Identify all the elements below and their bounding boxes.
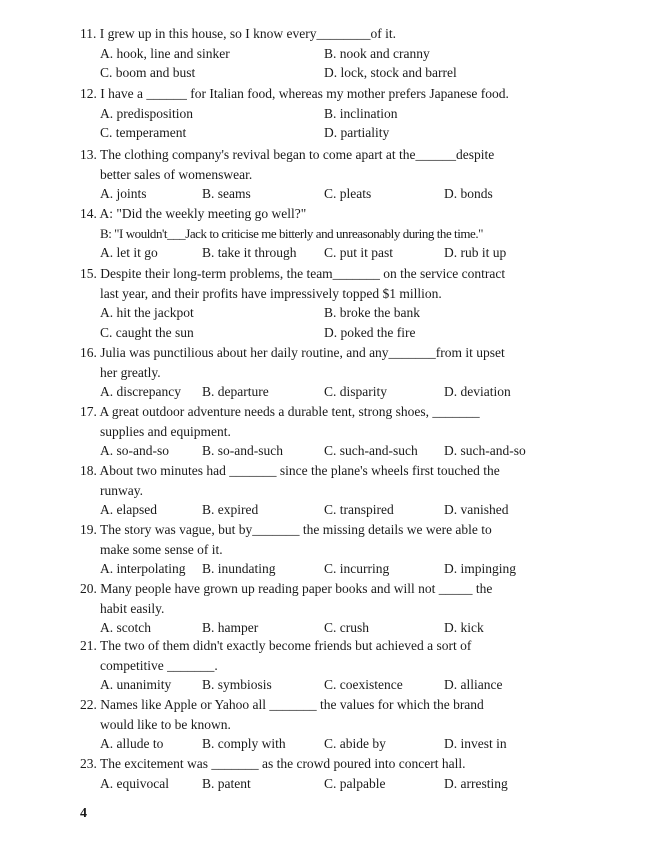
- option-a[interactable]: A. hook, line and sinker: [100, 45, 230, 61]
- option-b[interactable]: B. so-and-such: [202, 443, 283, 458]
- option-a[interactable]: A. predisposition: [100, 105, 193, 121]
- question-13: [80, 145, 568, 204]
- option-d[interactable]: D. rub it up: [444, 245, 507, 260]
- option-d[interactable]: D. kick: [444, 620, 484, 635]
- option-b[interactable]: B. hamper: [202, 620, 259, 635]
- option-b[interactable]: B. take it through: [202, 245, 297, 260]
- option-c[interactable]: C. boom and bust: [100, 65, 196, 80]
- option-d[interactable]: D. lock, stock and barrel: [324, 65, 457, 80]
- option-b[interactable]: B. inundating: [202, 561, 276, 576]
- options-row: [80, 323, 568, 343]
- options-row: [80, 184, 568, 204]
- options-row: [80, 675, 568, 695]
- question-21: [80, 636, 568, 695]
- question-17: [80, 402, 568, 461]
- option-c[interactable]: C. crush: [324, 620, 369, 635]
- question-14: [80, 204, 568, 263]
- question-stem-continued: better sales of womenswear.: [100, 166, 253, 182]
- question-19: [80, 520, 568, 579]
- question-stem-continued: make some sense of it.: [100, 541, 223, 557]
- option-b[interactable]: B. comply with: [202, 736, 286, 751]
- question-11: [80, 24, 568, 83]
- question-stem: 16. Julia was punctilious about her daily routine, and any_______from it upset: [80, 345, 505, 360]
- dialogue-line-b: B: "I wouldn't___Jack to criticise me bitterly and unreasonably during the time.": [100, 225, 484, 241]
- option-d[interactable]: D. deviation: [444, 384, 511, 399]
- option-c[interactable]: C. such-and-such: [324, 443, 418, 458]
- question-stem-continued: runway.: [100, 482, 143, 498]
- option-a[interactable]: A. so-and-so: [100, 443, 169, 458]
- option-a[interactable]: A. hit the jackpot: [100, 305, 194, 320]
- question-stem: 19. The story was vague, but by_______ the missing details we were able to: [80, 522, 492, 537]
- option-c[interactable]: C. abide by: [324, 736, 386, 751]
- option-d[interactable]: D. invest in: [444, 736, 507, 751]
- option-c[interactable]: C. coexistence: [324, 677, 403, 692]
- options-row: [80, 63, 568, 83]
- option-a[interactable]: A. let it go: [100, 245, 158, 260]
- option-b[interactable]: B. inclination: [324, 105, 398, 121]
- question-12: [80, 84, 568, 143]
- options-row: [80, 303, 568, 323]
- question-stem-continued: last year, and their profits have impressively topped $1 million.: [100, 285, 442, 301]
- option-b[interactable]: B. patent: [202, 775, 251, 791]
- option-d[interactable]: D. bonds: [444, 186, 493, 201]
- options-row: [80, 734, 568, 754]
- option-d[interactable]: D. poked the fire: [324, 324, 416, 340]
- option-b[interactable]: B. expired: [202, 502, 259, 517]
- options-row: [80, 559, 568, 579]
- option-b[interactable]: B. broke the bank: [324, 305, 420, 320]
- question-stem: 11. I grew up in this house, so I know every________of it.: [80, 26, 396, 41]
- question-stem-continued: [80, 224, 568, 244]
- option-a[interactable]: A. elapsed: [100, 502, 157, 517]
- question-18: [80, 461, 568, 520]
- options-row: [80, 500, 568, 520]
- options-row: [80, 618, 568, 638]
- option-c[interactable]: C. temperament: [100, 125, 187, 140]
- options-row: [80, 44, 568, 64]
- option-d[interactable]: D. such-and-so: [444, 443, 526, 458]
- option-a[interactable]: A. unanimity: [100, 677, 172, 692]
- question-15: [80, 264, 568, 342]
- option-a[interactable]: A. discrepancy: [100, 384, 181, 399]
- question-stem: 21. The two of them didn't exactly become friends but achieved a sort of: [80, 638, 472, 653]
- option-d[interactable]: D. arresting: [444, 775, 508, 791]
- question-stem: 15. Despite their long-term problems, the team_______ on the service contract: [80, 266, 506, 281]
- options-row: [80, 104, 568, 124]
- option-c[interactable]: C. transpired: [324, 502, 394, 517]
- option-d[interactable]: D. vanished: [444, 502, 509, 517]
- options-row: [80, 774, 568, 794]
- question-stem-continued: her greatly.: [100, 364, 161, 380]
- question-stem: 18. About two minutes had _______ since the plane's wheels first touched the: [80, 463, 500, 478]
- option-c[interactable]: C. disparity: [324, 384, 387, 399]
- options-row: [80, 243, 568, 263]
- question-stem: 23. The excitement was _______ as the crowd poured into concert hall.: [80, 756, 466, 771]
- option-c[interactable]: C. palpable: [324, 775, 386, 791]
- option-d[interactable]: D. partiality: [324, 125, 390, 140]
- question-stem-continued: supplies and equipment.: [100, 423, 231, 439]
- option-a[interactable]: A. equivocal: [100, 775, 169, 791]
- option-c[interactable]: C. caught the sun: [100, 324, 194, 340]
- option-c[interactable]: C. incurring: [324, 561, 390, 576]
- option-b[interactable]: B. seams: [202, 186, 251, 201]
- question-stem: 22. Names like Apple or Yahoo all _______ the values for which the brand: [80, 697, 484, 712]
- question-stem-continued: would like to be known.: [100, 716, 231, 732]
- option-b[interactable]: B. symbiosis: [202, 677, 272, 692]
- options-row: [80, 441, 568, 461]
- option-d[interactable]: D. impinging: [444, 561, 517, 576]
- option-a[interactable]: A. allude to: [100, 736, 164, 751]
- question-stem: 17. A great outdoor adventure needs a durable tent, strong shoes, _______: [80, 404, 480, 419]
- question-stem: 12. I have a ______ for Italian food, whereas my mother prefers Japanese food.: [80, 86, 509, 101]
- option-b[interactable]: B. nook and cranny: [324, 45, 430, 61]
- option-a[interactable]: A. scotch: [100, 620, 151, 635]
- question-stem-continued: competitive _______.: [100, 657, 218, 673]
- question-16: [80, 343, 568, 402]
- options-row: [80, 123, 568, 143]
- question-stem: 13. The clothing company's revival began to come apart at the______despite: [80, 147, 495, 162]
- question-23: [80, 754, 568, 793]
- option-c[interactable]: C. pleats: [324, 186, 372, 201]
- question-22: [80, 695, 568, 754]
- option-c[interactable]: C. put it past: [324, 245, 394, 260]
- page-number: 4: [80, 806, 87, 821]
- option-b[interactable]: B. departure: [202, 384, 269, 399]
- option-d[interactable]: D. alliance: [444, 677, 503, 692]
- option-a[interactable]: A. joints: [100, 186, 147, 201]
- question-stem: 14. A: "Did the weekly meeting go well?": [80, 206, 307, 221]
- options-row: [80, 382, 568, 402]
- question-stem: 20. Many people have grown up reading paper books and will not _____ the: [80, 581, 493, 596]
- question-stem-continued: habit easily.: [100, 600, 165, 616]
- option-a[interactable]: A. interpolating: [100, 561, 186, 576]
- question-20: [80, 579, 568, 638]
